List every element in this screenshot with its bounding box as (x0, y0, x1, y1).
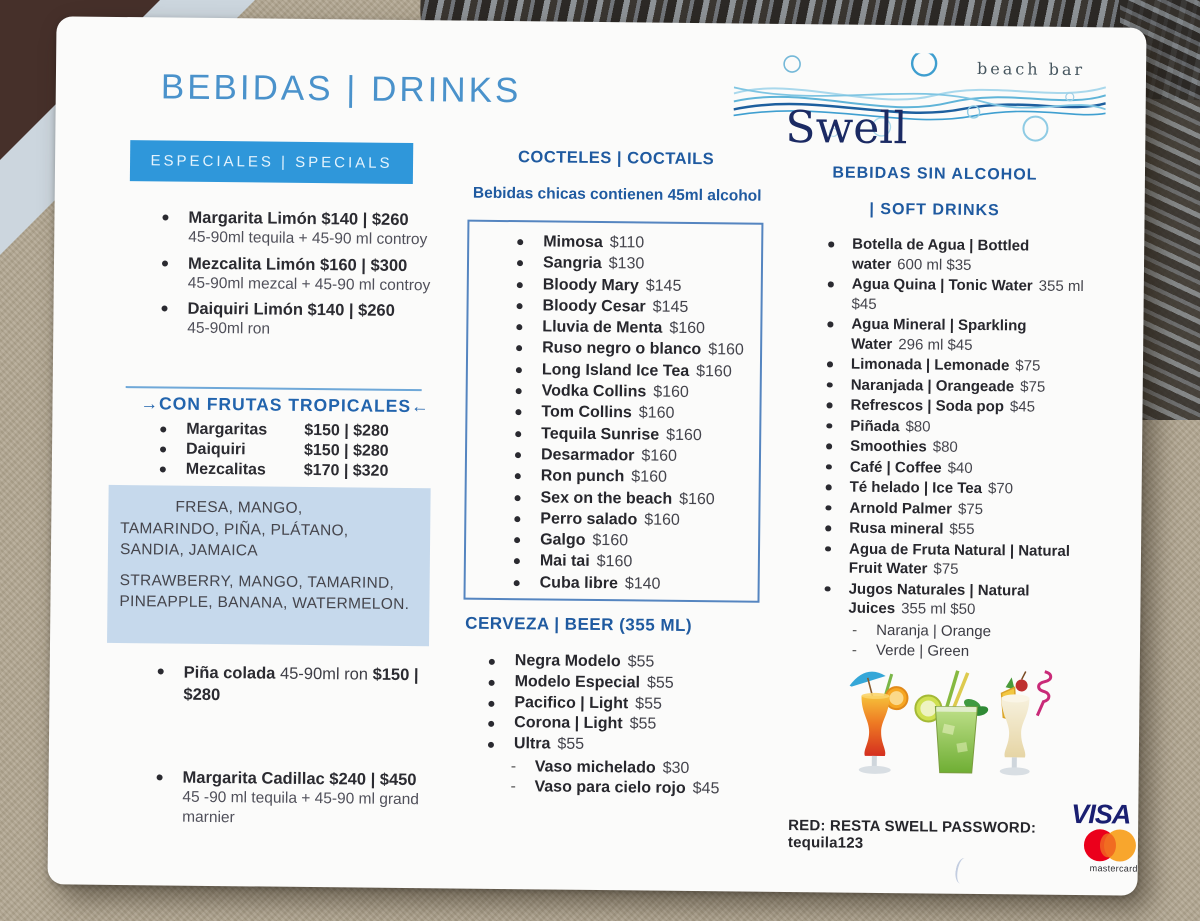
beer-item (485, 651, 674, 674)
beer-header: CERVEZA | BEER (355 ML) (465, 613, 693, 636)
item-description: 45-90ml mezcal + 45-90 ml controy (187, 274, 431, 294)
item-detail: $75 (957, 500, 984, 518)
item-price: $55 (627, 653, 655, 671)
cocktail-item (506, 551, 758, 575)
cocktail-item (509, 274, 761, 298)
margarita-cadillac-item (148, 767, 439, 830)
cocktail-item (508, 380, 760, 404)
item-description: 45 -90 ml tequila + 45-90 ml grand marnier (182, 788, 419, 827)
item-price: $150 | $280 (304, 421, 389, 440)
soft-drinks-list (820, 234, 1096, 621)
specials-item (153, 298, 433, 340)
item-name: Ruso negro o blanco (542, 339, 702, 359)
item-price: $160 (596, 553, 633, 571)
item-price: $130 (608, 255, 645, 273)
pina-colada-item (149, 661, 421, 708)
soft-drink-item (821, 539, 1093, 581)
beer-extra-item (509, 757, 720, 779)
item-name-price: Margarita Limón $140 | $260 (188, 208, 409, 230)
specials-item (154, 253, 434, 295)
soft-drink-item (823, 375, 1095, 397)
beach-bar-tagline: beach bar (976, 58, 1086, 80)
item-detail: 355 ml $50 (901, 600, 976, 618)
item-name: Piñada (850, 417, 900, 435)
item-price: $160 (669, 319, 706, 338)
item-name: Tequila Sunrise (541, 425, 660, 444)
soft-drink-item (822, 436, 1094, 458)
item-name: Limonada | Lemonade (850, 355, 1010, 375)
item-name: Sex on the beach (540, 488, 673, 508)
item-price: $160 (641, 447, 678, 465)
item-detail: $80 (932, 438, 958, 456)
tequila-sunrise-glass (849, 671, 908, 774)
item-name-price: Daiquiri Limón $140 | $260 (187, 299, 395, 320)
item-price: $160 (631, 468, 668, 486)
cocktail-item (508, 295, 760, 319)
cocktail-illustrations (838, 662, 1064, 799)
item-name: Agua Quina | Tonic Water (851, 275, 1033, 295)
item-price: $170 | $320 (303, 461, 389, 480)
tropical-fruits-list (152, 419, 389, 481)
item-detail: 600 ml $35 (897, 255, 972, 274)
item-name-price: Margarita Cadillac $240 | $450 (182, 768, 417, 790)
item-name: Mezcalitas (185, 460, 266, 479)
wifi-credentials: RED: RESTA SWELL PASSWORD: tequila123 (787, 817, 1037, 852)
pen-mark (953, 857, 972, 885)
item-name: Mimosa (543, 233, 603, 252)
soft-drink-item (823, 354, 1095, 376)
item-detail: 45-90ml ron (279, 664, 369, 684)
soft-drink-item (822, 395, 1094, 417)
mastercard-logo (1076, 829, 1152, 876)
item-price: $160 (708, 341, 744, 360)
soft-drink-item (821, 498, 1093, 520)
item-price: $160 (638, 404, 675, 423)
soft-drinks-header-en: | SOFT DRINKS (869, 200, 1000, 220)
item-name: Vaso michelado (534, 758, 656, 777)
item-detail: $75 (1020, 377, 1046, 396)
item-name: Lluvia de Menta (542, 318, 663, 337)
divider-line (126, 386, 422, 391)
beer-item (484, 713, 673, 736)
item-name: Ron punch (540, 467, 625, 486)
item-name-price: Mezcalita Limón $160 | $300 (187, 254, 408, 275)
cocktail-item (507, 444, 759, 468)
item-description: 45-90ml ron (187, 319, 271, 338)
cocktail-item (506, 508, 758, 532)
fruits-spanish: FRESA, MANGO, TAMARINDO, PIÑA, PLÁTANO, SANDIA, JAMAICA (119, 498, 349, 560)
item-price: $160 (679, 490, 715, 508)
item-name: Vaso para cielo rojo (534, 778, 686, 797)
beer-extra-item (508, 777, 719, 799)
item-name: Botella de Agua | Bottled water (851, 235, 1030, 273)
specials-list (153, 207, 434, 346)
item-price: $55 (635, 695, 663, 713)
cocktail-item (508, 338, 760, 362)
fruit-flavors-box (107, 485, 431, 646)
item-name: Mai tai (539, 552, 590, 571)
cocktail-item (506, 529, 758, 553)
soft-drink-item (824, 234, 1096, 276)
item-detail: $45 (1009, 398, 1036, 416)
juice-flavor-item: - Verde | Green (820, 640, 1092, 662)
item-price: $140 (624, 575, 661, 593)
item-detail: $55 (949, 520, 975, 538)
item-name: Pacifico | Light (514, 693, 629, 712)
specials-banner: ESPECIALES | SPECIALS (130, 140, 413, 184)
item-price: $55 (629, 715, 657, 734)
fruits-english: STRAWBERRY, MANGO, TAMARIND, PINEAPPLE, BANANA, WATERMELON. (119, 571, 410, 614)
item-name: Bloody Cesar (542, 297, 646, 316)
item-price: $45 (692, 780, 720, 798)
juice-flavors-list (820, 620, 1092, 662)
cocktails-header: COCTELES | COCTAILS (517, 148, 715, 169)
item-name: Rusa mineral (849, 519, 944, 538)
item-detail: $75 (1015, 357, 1041, 375)
item-name: Piña colada (183, 663, 276, 683)
soft-drink-item (822, 416, 1094, 438)
cocktail-item (508, 359, 760, 383)
tropical-item (152, 419, 389, 441)
soft-drink-item (821, 518, 1093, 540)
cocktail-item (507, 401, 759, 425)
item-price: $150 | $280 (303, 441, 389, 460)
item-description: 45-90ml tequila + 45-90 ml controy (188, 228, 428, 249)
item-detail: $70 (987, 480, 1014, 498)
item-name: Tom Collins (541, 403, 632, 422)
cocktail-item (507, 465, 759, 489)
soft-drink-item (822, 477, 1094, 499)
tropical-item (152, 459, 389, 481)
item-name: Ultra (513, 735, 551, 753)
page-title: BEBIDAS | DRINKS (160, 67, 522, 111)
item-name: Cuba libre (539, 574, 618, 592)
item-name: Café | Coffee (849, 458, 942, 477)
cocktail-item (509, 231, 761, 255)
item-name: Bloody Mary (542, 276, 639, 295)
cocktail-item (508, 316, 760, 340)
soft-drink-item (822, 457, 1094, 479)
item-price: $160 (696, 362, 732, 381)
item-name: Sangria (542, 254, 602, 273)
cocktail-item (509, 252, 761, 276)
cocktails-note: Bebidas chicas contienen 45ml alcohol (472, 184, 762, 205)
juice-flavor-item: - Naranja | Orange (820, 620, 1092, 642)
item-price: $55 (646, 674, 674, 692)
visa-logo: VISA (1071, 798, 1131, 830)
item-name: Té helado | Ice Tea (849, 478, 983, 498)
tropical-item (152, 439, 389, 461)
item-name: Naranjada | Orangeade (850, 376, 1015, 395)
item-price: $150 | $280 (183, 665, 419, 705)
item-name: Perro salado (540, 510, 638, 529)
item-name: Corona | Light (514, 714, 623, 733)
item-detail: 355 ml $45 (851, 277, 1084, 313)
item-price: $160 (644, 511, 680, 529)
soft-drink-item (823, 314, 1095, 356)
item-detail: $80 (905, 417, 931, 435)
item-price: $30 (662, 759, 690, 777)
pina-colada-glass (1000, 671, 1051, 776)
item-detail: $40 (947, 459, 973, 477)
swell-logo (733, 51, 1106, 155)
beer-item (484, 692, 673, 715)
item-name: Daiquiri (185, 440, 246, 459)
swell-wordmark: Swell (785, 101, 908, 155)
cocktail-item (507, 423, 759, 447)
item-name: Galgo (540, 531, 586, 550)
item-name: Jugos Naturales | Natural Juices (848, 580, 1030, 618)
item-name: Refrescos | Soda pop (850, 396, 1005, 416)
mojito-glass (915, 670, 990, 773)
item-name: Agua de Fruta Natural | Natural Fruit Water (848, 540, 1071, 578)
item-name: Vodka Collins (541, 382, 647, 401)
item-price: $160 (592, 532, 629, 550)
soft-drink-item (820, 579, 1092, 621)
item-name: Negra Modelo (514, 652, 621, 671)
item-price: $55 (557, 735, 585, 754)
cocktail-item (506, 572, 758, 596)
beer-extras-list (508, 757, 719, 799)
item-name: Agua Mineral | Sparkling Water (851, 315, 1027, 353)
item-price: $145 (645, 277, 682, 295)
cocktails-list (463, 220, 763, 603)
beer-item (484, 734, 673, 757)
soft-drinks-header-es: BEBIDAS SIN ALCOHOL (832, 164, 1038, 184)
item-price: $160 (666, 426, 702, 444)
item-name: Desarmador (540, 446, 635, 465)
item-detail: $75 (933, 560, 959, 578)
item-price: $160 (653, 383, 689, 402)
mastercard-label: mastercard (1089, 863, 1138, 874)
item-price: $145 (652, 298, 689, 316)
item-name: Margaritas (186, 420, 268, 439)
beer-item (485, 672, 674, 695)
item-name: Long Island Ice Tea (541, 361, 690, 380)
item-detail: 296 ml $45 (898, 335, 973, 354)
item-name: Smoothies (850, 437, 927, 456)
item-name: Arnold Palmer (849, 499, 953, 518)
menu-card (47, 16, 1146, 895)
specials-item (154, 207, 434, 249)
soft-drink-item (824, 274, 1096, 316)
item-price: $110 (609, 234, 645, 252)
beer-list (484, 651, 674, 757)
item-name: Modelo Especial (514, 672, 641, 692)
cocktail-item (506, 487, 758, 511)
tropical-fruits-header: →CON FRUTAS TROPICALES← (140, 393, 430, 417)
